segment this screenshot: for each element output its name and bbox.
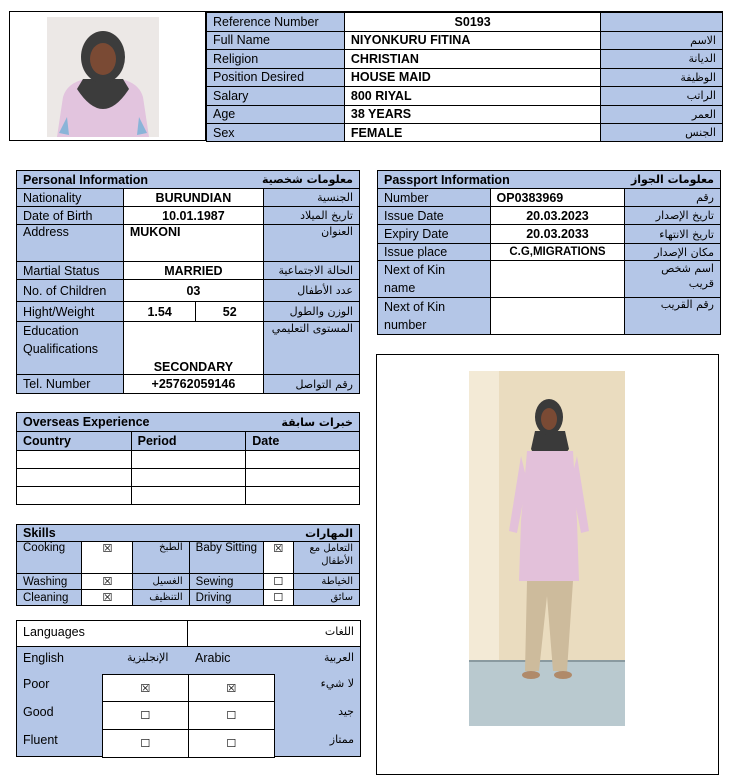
header-label-ar: الديانة	[601, 50, 723, 69]
level-poor-label: Poor	[23, 677, 50, 691]
issue-place-value: C.G,MIGRATIONS	[490, 244, 625, 261]
skill-babysitting-label-ar	[293, 542, 359, 574]
age-value: 38 YEARS	[344, 105, 600, 124]
kin-name-label	[378, 261, 491, 298]
sex-value: FEMALE	[344, 124, 600, 142]
overseas-table	[16, 412, 360, 505]
table-cell	[246, 451, 360, 469]
table-cell	[17, 487, 132, 505]
tel-value: +25762059146	[123, 375, 263, 394]
tel-label: Tel. Number	[17, 375, 124, 394]
address-label: Address	[17, 225, 124, 262]
education-value: SECONDARY	[123, 322, 263, 375]
dob-value: 10.01.1987	[123, 207, 263, 225]
arabic-label: Arabic	[195, 651, 231, 665]
personal-info-title: Personal Information	[17, 171, 196, 189]
skills-title: Skills	[17, 525, 190, 542]
kin-name-label-ar	[625, 261, 721, 298]
arabic-good-checkbox[interactable]: ☐	[188, 702, 275, 730]
overseas-title: Overseas Experience	[17, 413, 246, 432]
religion-value: CHRISTIAN	[344, 50, 600, 69]
header-label: Sex	[207, 124, 345, 142]
full-name-value: NIYONKURU FITINA	[344, 31, 600, 50]
skills-table	[16, 524, 360, 606]
education-label-ar: المستوى التعليمي	[264, 322, 360, 375]
english-poor-checkbox[interactable]: ☒	[103, 675, 189, 702]
kin-name-value	[490, 261, 625, 298]
table-cell	[131, 469, 246, 487]
header-label: Full Name	[207, 31, 345, 50]
kin-name-label-line2: name	[384, 281, 416, 295]
skill-washing-label-ar: الغسيل	[133, 574, 189, 590]
expiry-date-label-ar: تاريخ الانتهاء	[625, 225, 721, 244]
dob-label-ar: تاريخ الميلاد	[264, 207, 360, 225]
passport-info-table	[377, 170, 721, 335]
reference-number-value: S0193	[344, 13, 600, 32]
passport-info-title: Passport Information	[378, 171, 625, 189]
skill-sewing-checkbox[interactable]: ☐	[264, 574, 294, 590]
english-fluent-checkbox[interactable]: ☐	[103, 730, 189, 758]
english-good-checkbox[interactable]: ☐	[103, 702, 189, 730]
table-cell	[17, 469, 132, 487]
height-value: 1.54	[123, 302, 196, 322]
overseas-col-period: Period	[131, 432, 246, 451]
position-value: HOUSE MAID	[344, 68, 600, 87]
kin-number-label-ar: رقم القريب	[625, 298, 721, 335]
passport-number-label-ar: رقم	[625, 189, 721, 207]
height-weight-label-ar: الوزن والطول	[264, 302, 360, 322]
table-cell	[246, 487, 360, 505]
table-cell	[131, 487, 246, 505]
arabic-label-ar: العربية	[323, 651, 354, 664]
portrait-photo-frame	[10, 12, 206, 140]
education-label-line2: Qualifications	[23, 342, 99, 356]
table-cell	[17, 451, 132, 469]
kin-number-label	[378, 298, 491, 335]
level-good-label-ar: جيد	[338, 705, 354, 718]
header-label: Religion	[207, 50, 345, 69]
skill-washing-checkbox[interactable]: ☒	[82, 574, 133, 590]
marital-label-ar: الحالة الاجتماعية	[264, 262, 360, 280]
header-label-ar: العمر	[601, 105, 723, 124]
tel-label-ar: رقم التواصل	[264, 375, 360, 394]
passport-number-value: OP0383969	[490, 189, 625, 207]
nationality-label: Nationality	[17, 189, 124, 207]
kin-number-value	[490, 298, 625, 335]
kin-name-label-ar-line2: قريب	[688, 277, 714, 290]
personal-info-table	[16, 170, 360, 394]
header-label: Salary	[207, 87, 345, 106]
education-label	[17, 322, 124, 375]
issue-place-label-ar: مكان الإصدار	[625, 244, 721, 261]
height-weight-label: Hight/Weight	[17, 302, 124, 322]
skill-babysitting-checkbox[interactable]: ☒	[264, 542, 294, 574]
passport-number-label: Number	[378, 189, 491, 207]
issue-date-value: 20.03.2023	[490, 207, 625, 225]
kin-name-label-line1: Next of Kin	[384, 263, 446, 277]
header-label-ar: الراتب	[601, 87, 723, 106]
languages-title-left	[17, 621, 188, 646]
skill-washing-label: Washing	[17, 574, 82, 590]
table-cell	[131, 451, 246, 469]
marital-label: Martial Status	[17, 262, 124, 280]
header-label-ar: الوظيفة	[601, 68, 723, 87]
english-label: English	[23, 651, 64, 665]
dob-label: Date of Birth	[17, 207, 124, 225]
english-label-ar: الإنجليزية	[127, 651, 169, 664]
level-good-label: Good	[23, 705, 54, 719]
header-block	[9, 11, 723, 141]
issue-date-label-ar: تاريخ الإصدار	[625, 207, 721, 225]
languages-title-right	[188, 621, 360, 646]
skill-cleaning-label-ar: التنظيف	[133, 590, 189, 606]
kin-name-label-ar-line1: اسم شخص	[661, 262, 714, 275]
skill-cooking-label-ar: الطبخ	[133, 542, 189, 574]
portrait-photo	[47, 17, 159, 137]
skill-driving-label: Driving	[189, 590, 263, 606]
header-table	[206, 12, 723, 142]
header-label-ar: الجنس	[601, 124, 723, 142]
issue-place-label: Issue place	[378, 244, 491, 261]
languages-title: Languages	[23, 625, 85, 639]
skills-title-ar: المهارات	[189, 525, 359, 542]
level-fluent-label: Fluent	[23, 733, 58, 747]
skill-sewing-label: Sewing	[189, 574, 263, 590]
overseas-title-ar: خبرات سابقة	[246, 413, 360, 432]
full-body-photo-frame	[376, 354, 719, 775]
skill-driving-label-ar: سائق	[293, 590, 359, 606]
personal-info-title-ar: معلومات شخصية	[196, 171, 360, 189]
level-fluent-label-ar: ممتاز	[329, 733, 354, 746]
skill-babysitting-label-ar-line1: التعامل مع	[309, 543, 353, 554]
nationality-label-ar: الجنسية	[264, 189, 360, 207]
full-body-photo	[469, 371, 625, 726]
children-label-ar: عدد الأطفال	[264, 280, 360, 302]
table-cell	[246, 469, 360, 487]
passport-info-title-ar: معلومات الجواز	[625, 171, 721, 189]
children-label: No. of Children	[17, 280, 124, 302]
expiry-date-label: Expiry Date	[378, 225, 491, 244]
kin-number-label-line2: number	[384, 318, 427, 332]
skill-cooking-checkbox[interactable]: ☒	[82, 542, 133, 574]
arabic-poor-checkbox[interactable]: ☒	[188, 675, 275, 702]
skill-babysitting-label: Baby Sitting	[189, 542, 263, 574]
header-label: Reference Number	[207, 13, 345, 32]
salary-value: 800 RIYAL	[344, 87, 600, 106]
address-label-ar: العنوان	[264, 225, 360, 262]
expiry-date-value: 20.03.2033	[490, 225, 625, 244]
weight-value: 52	[196, 302, 264, 322]
marital-value: MARRIED	[123, 262, 263, 280]
address-value: MUKONI	[123, 225, 263, 262]
issue-date-label: Issue Date	[378, 207, 491, 225]
kin-number-label-line1: Next of Kin	[384, 300, 446, 314]
header-label-ar: الاسم	[601, 31, 723, 50]
header-label: Position Desired	[207, 68, 345, 87]
arabic-fluent-checkbox[interactable]: ☐	[188, 730, 275, 758]
languages-block	[16, 620, 361, 757]
level-poor-label-ar: لا شيء	[320, 677, 354, 690]
education-label-line1: Education	[23, 324, 79, 338]
skill-cleaning-label: Cleaning	[17, 590, 82, 606]
header-label-ar	[601, 13, 723, 32]
children-value: 03	[123, 280, 263, 302]
overseas-col-date: Date	[246, 432, 360, 451]
nationality-value: BURUNDIAN	[123, 189, 263, 207]
skill-cooking-label: Cooking	[17, 542, 82, 574]
skill-sewing-label-ar: الخياطة	[293, 574, 359, 590]
skill-driving-checkbox[interactable]: ☐	[264, 590, 294, 606]
header-label: Age	[207, 105, 345, 124]
skill-cleaning-checkbox[interactable]: ☒	[82, 590, 133, 606]
languages-grid	[102, 674, 275, 758]
overseas-col-country: Country	[17, 432, 132, 451]
languages-title-ar: اللغات	[324, 625, 354, 638]
skill-babysitting-label-ar-line2: الأطفال	[321, 556, 353, 567]
